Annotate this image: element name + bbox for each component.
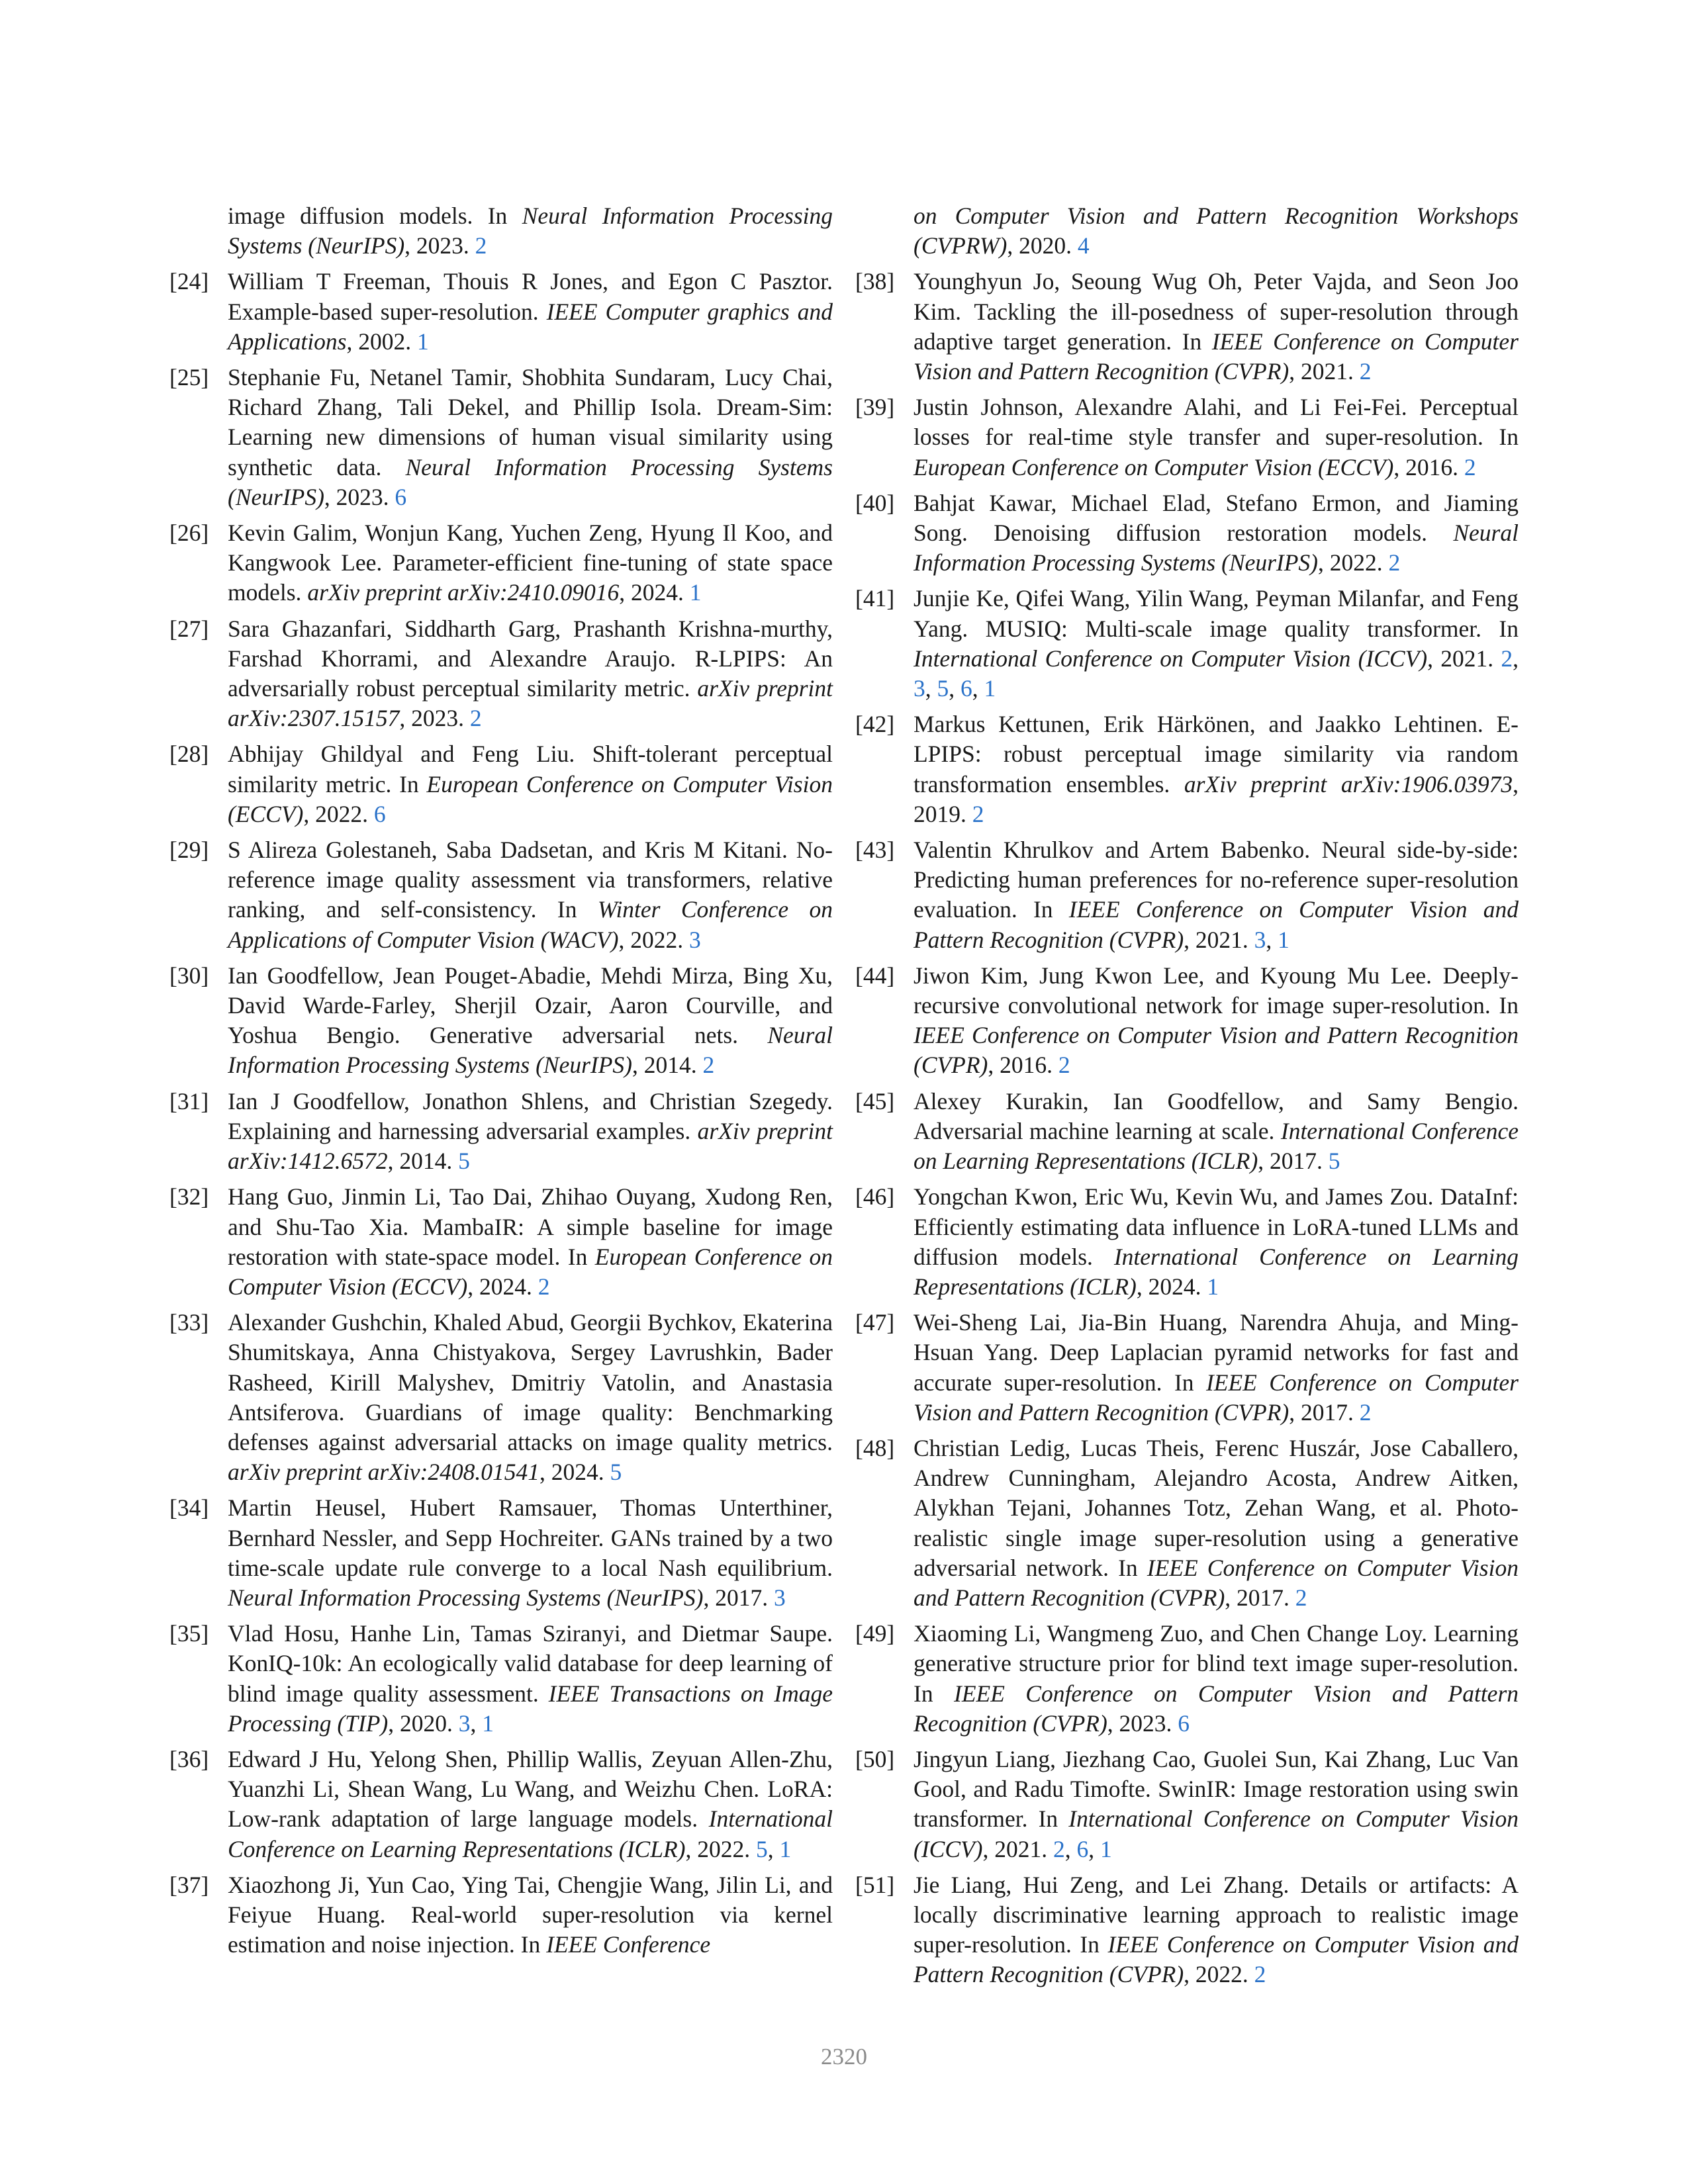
citation-page-link[interactable]: 2 xyxy=(475,232,487,259)
reference-text: , 2017. xyxy=(1289,1398,1360,1426)
reference-entry xyxy=(855,488,1519,578)
citation-page-link[interactable]: 6 xyxy=(1076,1835,1089,1862)
reference-text: , xyxy=(1266,926,1278,953)
reference-text: Vlad Hosu, Hanhe Lin, Tamas Sziranyi, and Dietmar Saupe. KonIQ-10k: An ecologically valid database for deep learning of blind image quality assessment. xyxy=(228,1620,833,1707)
reference-text: , xyxy=(470,1709,483,1737)
reference-number: [28] xyxy=(169,741,209,768)
reference-venue: Winter Conference on Applications of Computer Vision (WACV) xyxy=(228,896,833,953)
reference-text: Hang Guo, Jinmin Li, Tao Dai, Zhihao Ouyang, Xudong Ren, and Shu-Tao Xia. MambaIR: A simple baseline for image restoration with state-space model. In xyxy=(228,1183,833,1270)
reference-venue: arXiv preprint arXiv:1906.03973 xyxy=(1184,770,1513,797)
reference-number: [49] xyxy=(855,1620,895,1647)
reference-venue: arXiv preprint arXiv:2410.09016 xyxy=(307,579,620,606)
reference-venue: arXiv preprint arXiv:2408.01541 xyxy=(228,1459,539,1486)
reference-venue: International Conference on Learning Representations (ICLR) xyxy=(914,1117,1519,1175)
reference-venue: IEEE Conference on Computer Vision and Pattern Recognition (CVPR) xyxy=(914,896,1519,953)
reference-venue: International Conference on Computer Vision (ICCV) xyxy=(914,1805,1519,1862)
reference-text: , 2022. xyxy=(1184,1961,1254,1988)
reference-entry xyxy=(169,1493,833,1613)
reference-number: [31] xyxy=(169,1087,209,1115)
reference-venue: European Conference on Computer Vision (ECCV) xyxy=(914,453,1394,480)
reference-number: [45] xyxy=(855,1087,895,1115)
citation-page-link[interactable]: 1 xyxy=(689,579,702,606)
reference-entry xyxy=(169,1745,833,1864)
reference-venue: on Computer Vision and Pattern Recognition Workshops (CVPRW) xyxy=(914,203,1519,259)
reference-text: Martin Heusel, Hubert Ramsauer, Thomas Unterthiner, Bernhard Nessler, and Sepp Hochreiter. GANs trained by a two time-scale update rule converge to a local Nash equilibrium. xyxy=(228,1494,833,1581)
reference-text: , 2024. xyxy=(1136,1273,1207,1300)
reference-entry xyxy=(855,1087,1519,1177)
reference-number: [38] xyxy=(855,268,895,295)
reference-venue: IEEE Conference on Computer Vision and Pattern Recognition (CVPR) xyxy=(914,1554,1519,1611)
reference-number: [42] xyxy=(855,711,895,738)
reference-text: Bahjat Kawar, Michael Elad, Stefano Ermon, and Jiaming Song. Denoising diffusion restoration models. xyxy=(914,489,1519,547)
citation-page-link[interactable]: 5 xyxy=(610,1459,622,1486)
citation-page-link[interactable]: 1 xyxy=(416,328,429,355)
reference-entry xyxy=(169,267,833,357)
reference-text: Christian Ledig, Lucas Theis, Ferenc Huszár, Jose Caballero, Andrew Cunningham, Alejandro Acosta, Andrew Aitken, Alykhan Tejani, Johannes Totz, Zehan Wang, et al. Photo-realistic single image super-resolution using a generative adversarial network. In xyxy=(914,1434,1519,1581)
reference-venue: IEEE Conference on Computer Vision and Pattern Recognition (CVPR) xyxy=(914,1022,1519,1079)
reference-text: , 2014. xyxy=(387,1148,459,1175)
reference-entry xyxy=(855,1619,1519,1739)
reference-text: Ian Goodfellow, Jean Pouget-Abadie, Mehdi Mirza, Bing Xu, David Warde-Farley, Sherjil Ozair, Aaron Courville, and Yoshua Bengio. Generative adversarial nets. xyxy=(228,962,833,1049)
reference-text: , 2016. xyxy=(1393,453,1464,480)
reference-text: Wei-Sheng Lai, Jia-Bin Huang, Narendra Ahuja, and Ming-Hsuan Yang. Deep Laplacian pyramid networks for fast and accurate super-resolution. In xyxy=(914,1309,1519,1396)
reference-entry xyxy=(855,267,1519,387)
reference-text: , xyxy=(767,1835,780,1862)
reference-number: [25] xyxy=(169,364,209,391)
reference-text: , 2020. xyxy=(1007,232,1078,259)
citation-page-link[interactable]: 2 xyxy=(1388,549,1401,576)
reference-text: , 2002. xyxy=(346,328,417,355)
reference-text: , 2023. xyxy=(1107,1709,1178,1737)
citation-page-link[interactable]: 2 xyxy=(469,705,482,732)
citation-page-link[interactable]: 2 xyxy=(1464,453,1476,480)
reference-entry xyxy=(855,709,1519,829)
reference-text: , 2020. xyxy=(388,1709,459,1737)
reference-text: , xyxy=(1064,1835,1077,1862)
reference-text: Younghyun Jo, Seoung Wug Oh, Peter Vajda, and Seon Joo Kim. Tackling the ill-posedness of super-resolution through adaptive target generation. In xyxy=(914,268,1519,355)
references-column-left xyxy=(169,201,833,1966)
citation-page-link[interactable]: 2 xyxy=(1254,1961,1266,1988)
reference-text: , 2022. xyxy=(685,1835,756,1862)
reference-number: [47] xyxy=(855,1309,895,1336)
citation-page-link[interactable]: 6 xyxy=(1178,1709,1190,1737)
reference-text: , 2019. xyxy=(914,770,1519,827)
reference-text: Jiwon Kim, Jung Kwon Lee, and Kyoung Mu Lee. Deeply-recursive convolutional network for image super-resolution. In xyxy=(914,962,1519,1019)
citation-page-link[interactable]: 1 xyxy=(984,675,996,702)
citation-page-link[interactable]: 2 xyxy=(1053,1835,1065,1862)
reference-number: [32] xyxy=(169,1183,209,1210)
reference-text: Alexander Gushchin, Khaled Abud, Georgii Bychkov, Ekaterina Shumitskaya, Anna Chistyakova, Sergey Lavrushkin, Bader Rasheed, Kirill Malyshev, Dmitriy Vatolin, and Anastasia Antsiferova. Guardians of image quality: Benchmarking defenses against adversarial attacks on image quality metrics. xyxy=(228,1309,833,1455)
citation-page-link[interactable]: 2 xyxy=(538,1273,550,1300)
citation-page-link[interactable]: 6 xyxy=(961,675,972,702)
reference-venue: IEEE Conference on Computer Vision and Pattern Recognition (CVPR) xyxy=(914,328,1519,385)
reference-entry xyxy=(169,614,833,734)
reference-text: Edward J Hu, Yelong Shen, Phillip Wallis, Zeyuan Allen-Zhu, Yuanzhi Li, Shean Wang, Lu Wang, and Weizhu Chen. LoRA: Low-rank adaptation of large language models. xyxy=(228,1745,833,1833)
reference-text: Markus Kettunen, Erik Härkönen, and Jaakko Lehtinen. E-LPIPS: robust perceptual image similarity via random transformation ensembles. xyxy=(914,711,1519,797)
citation-page-link[interactable]: 3 xyxy=(914,675,925,702)
reference-number: [26] xyxy=(169,520,209,547)
reference-number: [33] xyxy=(169,1309,209,1336)
reference-text: Xiaoming Li, Wangmeng Zuo, and Chen Change Loy. Learning generative structure prior for blind text image super-resolution. In xyxy=(914,1620,1519,1707)
reference-entry xyxy=(169,201,833,261)
reference-venue: Neural Information Processing Systems (NeurIPS) xyxy=(228,1584,704,1611)
citation-page-link[interactable]: 3 xyxy=(1254,926,1266,953)
reference-number: [44] xyxy=(855,962,895,989)
reference-venue: Neural Information Processing Systems (NeurIPS) xyxy=(228,453,833,510)
reference-text: Ian J Goodfellow, Jonathon Shlens, and Christian Szegedy. Explaining and harnessing adversarial examples. xyxy=(228,1087,833,1144)
reference-text: S Alireza Golestaneh, Saba Dadsetan, and Kris M Kitani. No-reference image quality assessment via transformers, relative ranking, and self-consistency. In xyxy=(228,837,833,923)
reference-text: Valentin Khrulkov and Artem Babenko. Neural side-by-side: Predicting human preferences for no-reference super-resolution evaluation. In xyxy=(914,837,1519,923)
citation-page-link[interactable]: 1 xyxy=(1100,1835,1112,1862)
reference-entry xyxy=(169,1182,833,1302)
reference-number: [24] xyxy=(169,268,209,295)
reference-number: [51] xyxy=(855,1871,895,1898)
reference-venue: IEEE Computer graphics and Applications xyxy=(228,298,833,355)
reference-text: William T Freeman, Thouis R Jones, and Egon C Pasztor. Example-based super-resolution. xyxy=(228,268,833,325)
reference-text: , xyxy=(949,675,961,702)
reference-text: Jingyun Liang, Jiezhang Cao, Guolei Sun, Kai Zhang, Luc Van Gool, and Radu Timofte. SwinIR: Image restoration using swin transformer. In xyxy=(914,1745,1519,1833)
reference-text: , 2017. xyxy=(1258,1148,1329,1175)
reference-number: [40] xyxy=(855,489,895,516)
reference-entry xyxy=(855,1182,1519,1302)
citation-page-link[interactable]: 2 xyxy=(1058,1052,1070,1079)
citation-page-link[interactable]: 5 xyxy=(458,1148,470,1175)
reference-entry xyxy=(855,584,1519,704)
citation-page-link[interactable]: 2 xyxy=(1501,645,1513,672)
reference-entry xyxy=(169,961,833,1081)
reference-text: , 2014. xyxy=(632,1052,703,1079)
reference-text: , 2022. xyxy=(1317,549,1389,576)
reference-entry xyxy=(169,518,833,608)
reference-venue: IEEE Conference on Computer Vision and Pattern Recognition (CVPR) xyxy=(914,1680,1519,1737)
reference-venue: IEEE Conference on Computer Vision and Pattern Recognition (CVPR) xyxy=(914,1369,1519,1426)
reference-entry xyxy=(169,835,833,955)
reference-text: , 2021. xyxy=(982,1835,1054,1862)
citation-page-link[interactable]: 3 xyxy=(688,926,701,953)
reference-text: Xiaozhong Ji, Yun Cao, Ying Tai, Chengjie Wang, Jilin Li, and Feiyue Huang. Real-world super-resolution via kernel estimation and noise injection. In xyxy=(228,1871,833,1958)
reference-entry xyxy=(855,961,1519,1081)
reference-number: [34] xyxy=(169,1494,209,1522)
citation-page-link[interactable]: 6 xyxy=(395,483,407,510)
references-column-right xyxy=(855,201,1519,1996)
reference-venue: arXiv preprint arXiv:1412.6572 xyxy=(228,1117,833,1175)
reference-number: [48] xyxy=(855,1434,895,1461)
reference-text: , 2021. xyxy=(1289,358,1360,385)
reference-venue: IEEE Conference xyxy=(546,1931,711,1958)
reference-venue: Neural Information Processing Systems (NeurIPS) xyxy=(228,203,833,259)
reference-text: , 2021. xyxy=(1184,926,1254,953)
reference-venue: Neural Information Processing Systems (NeurIPS) xyxy=(228,1022,833,1079)
reference-number: [50] xyxy=(855,1745,895,1772)
reference-text: , 2023. xyxy=(399,705,470,732)
reference-text: , xyxy=(1088,1835,1101,1862)
reference-entry xyxy=(855,1870,1519,1990)
reference-text: , xyxy=(1513,645,1519,672)
reference-entry xyxy=(169,1619,833,1739)
citation-page-link[interactable]: 6 xyxy=(373,800,386,827)
citation-page-link[interactable]: 5 xyxy=(756,1835,768,1862)
reference-text: Junjie Ke, Qifei Wang, Yilin Wang, Peyman Milanfar, and Feng Yang. MUSIQ: Multi-scale image quality transformer. In xyxy=(914,585,1519,642)
reference-venue: Neural Information Processing Systems (NeurIPS) xyxy=(914,520,1519,576)
reference-venue: European Conference on Computer Vision (ECCV) xyxy=(228,770,833,827)
reference-text: Sara Ghazanfari, Siddharth Garg, Prashanth Krishna-murthy, Farshad Khorrami, and Alexandre Araujo. R-LPIPS: An adversarially robust perceptual similarity metric. xyxy=(228,615,833,702)
citation-page-link[interactable]: 4 xyxy=(1077,232,1090,259)
reference-text: , 2024. xyxy=(539,1459,610,1486)
page-number: 2320 xyxy=(821,2044,867,2070)
reference-number: [37] xyxy=(169,1871,209,1898)
citation-page-link[interactable]: 2 xyxy=(1359,1398,1372,1426)
reference-text: , 2017. xyxy=(1225,1584,1295,1611)
citation-page-link[interactable]: 2 xyxy=(702,1052,715,1079)
citation-page-link[interactable]: 1 xyxy=(1207,1273,1219,1300)
reference-text: , 2022. xyxy=(303,800,374,827)
reference-venue: IEEE Transactions on Image Processing (TIP) xyxy=(228,1680,833,1737)
reference-number: [41] xyxy=(855,585,895,612)
reference-text: Yongchan Kwon, Eric Wu, Kevin Wu, and James Zou. DataInf: Efficiently estimating data influence in LoRA-tuned LLMs and diffusion models. xyxy=(914,1183,1519,1270)
reference-entry xyxy=(169,1087,833,1177)
reference-venue: International Conference on Learning Representations (ICLR) xyxy=(914,1243,1519,1300)
reference-text: Justin Johnson, Alexandre Alahi, and Li Fei-Fei. Perceptual losses for real-time style transfer and super-resolution. In xyxy=(914,394,1519,451)
citation-page-link[interactable]: 2 xyxy=(1359,358,1372,385)
reference-text: image diffusion models. In xyxy=(228,203,522,229)
reference-venue: International Conference on Computer Vision (ICCV) xyxy=(914,645,1428,672)
reference-text: Alexey Kurakin, Ian Goodfellow, and Samy Bengio. Adversarial machine learning at scale. xyxy=(914,1087,1519,1144)
reference-entry xyxy=(169,739,833,829)
reference-text: , xyxy=(925,675,937,702)
reference-text: , 2024. xyxy=(619,579,690,606)
citation-page-link[interactable]: 3 xyxy=(458,1709,471,1737)
reference-entry xyxy=(855,1433,1519,1613)
reference-entry xyxy=(855,1745,1519,1864)
reference-text: Stephanie Fu, Netanel Tamir, Shobhita Sundaram, Lucy Chai, Richard Zhang, Tali Dekel, and Phillip Isola. Dream-Sim: Learning new dimensions of human visual similarity using synthetic data. xyxy=(228,364,833,480)
reference-text: , 2024. xyxy=(467,1273,538,1300)
reference-text: Abhijay Ghildyal and Feng Liu. Shift-tolerant perceptual similarity metric. In xyxy=(228,741,833,797)
reference-number: [46] xyxy=(855,1183,895,1210)
citation-page-link[interactable]: 1 xyxy=(779,1835,792,1862)
reference-number: [29] xyxy=(169,837,209,864)
reference-number: [39] xyxy=(855,394,895,421)
reference-entry xyxy=(855,201,1519,261)
reference-venue: European Conference on Computer Vision (ECCV) xyxy=(228,1243,833,1300)
reference-number: [36] xyxy=(169,1745,209,1772)
reference-text: Jie Liang, Hui Zeng, and Lei Zhang. Details or artifacts: A locally discriminative learning approach to realistic image super-resolution. In xyxy=(914,1871,1519,1958)
reference-text: , 2023. xyxy=(324,483,395,510)
reference-entry xyxy=(169,363,833,512)
reference-text: , 2016. xyxy=(988,1052,1058,1079)
reference-venue: International Conference on Learning Representations (ICLR) xyxy=(228,1805,833,1862)
reference-number: [27] xyxy=(169,615,209,642)
reference-number: [43] xyxy=(855,837,895,864)
reference-venue: arXiv preprint arXiv:2307.15157 xyxy=(228,675,833,732)
citation-page-link[interactable]: 1 xyxy=(1278,926,1289,953)
reference-venue: IEEE Conference on Computer Vision and Pattern Recognition (CVPR) xyxy=(914,1931,1519,1988)
reference-text: , 2017. xyxy=(703,1584,774,1611)
reference-entry xyxy=(855,1308,1519,1428)
reference-number: [35] xyxy=(169,1620,209,1647)
citation-page-link[interactable]: 1 xyxy=(482,1709,494,1737)
citation-page-link[interactable]: 5 xyxy=(1328,1148,1340,1175)
reference-entry xyxy=(169,1870,833,1960)
reference-entry xyxy=(855,835,1519,955)
reference-text: , xyxy=(972,675,984,702)
citation-page-link[interactable]: 2 xyxy=(1295,1584,1307,1611)
reference-number: [30] xyxy=(169,962,209,989)
citation-page-link[interactable]: 3 xyxy=(773,1584,786,1611)
reference-text: , 2023. xyxy=(404,232,475,259)
reference-entry xyxy=(855,392,1519,482)
citation-page-link[interactable]: 5 xyxy=(937,675,949,702)
reference-text: , 2021. xyxy=(1427,645,1501,672)
reference-entry xyxy=(169,1308,833,1487)
citation-page-link[interactable]: 2 xyxy=(972,800,984,827)
reference-text: , 2022. xyxy=(618,926,689,953)
reference-text: Kevin Galim, Wonjun Kang, Yuchen Zeng, Hyung Il Koo, and Kangwook Lee. Parameter-efficient fine-tuning of state space models. xyxy=(228,520,833,606)
